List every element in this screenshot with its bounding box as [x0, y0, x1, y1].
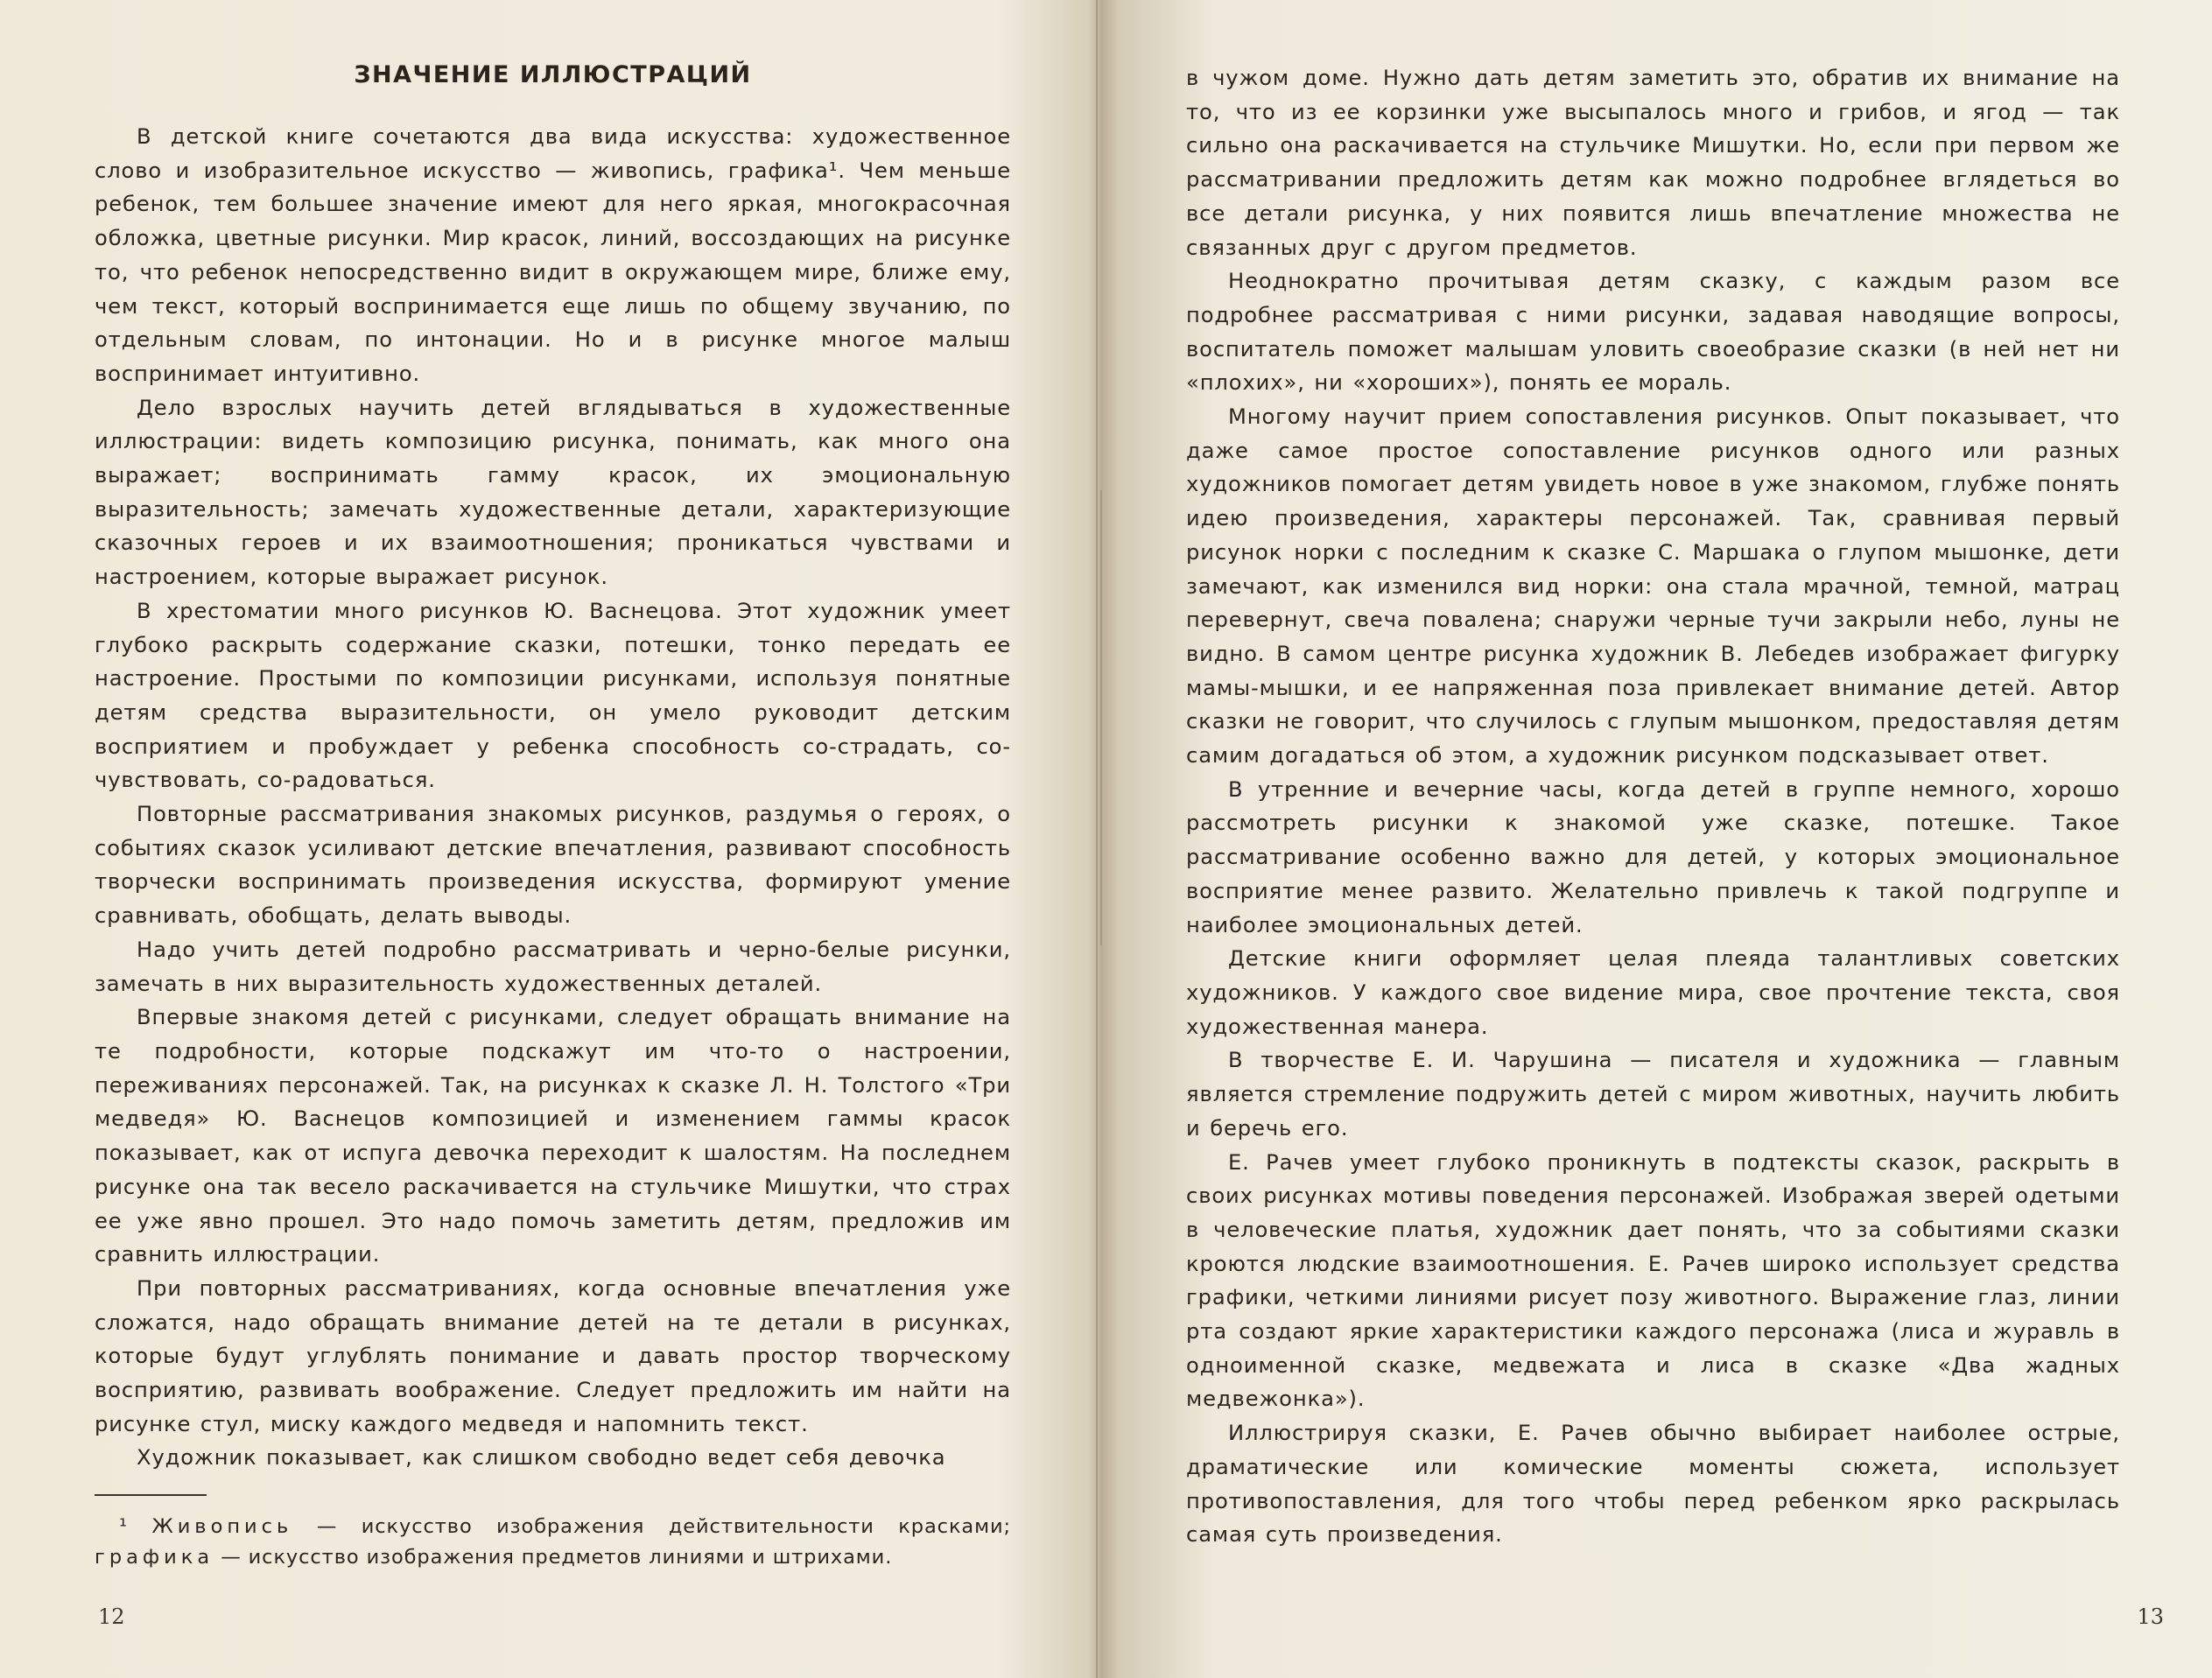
paragraph: Иллюстрируя сказки, Е. Рачев обычно выбирает наиболее острые, драматические или комические моменты сюжета, использует противопоставления, для того чтобы перед ребенком ярко раскрылась самая суть произведения.: [1186, 1421, 2120, 1548]
paragraph: Художник показывает, как слишком свободно ведет себя девочка: [137, 1445, 946, 1471]
paragraph: Е. Рачев умеет глубоко проникнуть в подтексты сказок, раскрыть в своих рисунках мотивы поведения персонажей. Изображая зверей одетыми в человеческие платья, художник дает понять, что за событиями сказки кроются людские взаимоотношения. Е. Рачев широко использует средства графики, четкими линиями рисует позу животного. Выражение глаз, линии рта создают яркие характеристики каждого персонажа (лиса и журавль в одноименной сказке, медвежата и лиса в сказке «Два жадных медвежонка»).: [1186, 1149, 2120, 1412]
paragraph: В хрестоматии много рисунков Ю. Васнецова. Этот художник умеет глубоко раскрыть содержание сказки, потешки, тонко передать ее настроение. Простыми по композиции рисунками, используя понятные детям средства выразительности, он умело руководит детским восприятием и пробуждает у ребенка способность со-страдать, со-чувствовать, со-радоваться.: [95, 598, 1011, 793]
footnote-term: графика: [95, 1546, 214, 1569]
right-page: [1107, 0, 2212, 1678]
paragraph: Повторные рассматривания знакомых рисунков, раздумья о героях, о событиях сказок усиливают детские впечатления, развивают способность творчески воспринимать произведения искусства, формируют умение сравнивать, обобщать, делать выводы.: [95, 802, 1011, 929]
paragraph: При повторных рассматриваниях, когда основные впечатления уже сложатся, надо обращать внимание детей на те детали в рисунках, которые будут углублять понимание и давать простор творческому восприятию, развивать воображение. Следует предложить им найти на рисунке стул, миску каждого медведя и напомнить текст.: [95, 1275, 1011, 1436]
paragraph: Неоднократно прочитывая детям сказку, с каждым разом все подробнее рассматривая с ними рисунки, задавая наводящие вопросы, воспитатель поможет малышам уловить своеобразие сказки (в ней нет ни «плохих», ни «хороших»), понять ее мораль.: [1186, 269, 2120, 396]
paragraph: В утренние и вечерние часы, когда детей в группе немного, хорошо рассмотреть рисунки к знакомой уже сказке, потешке. Такое рассматривание особенно важно для детей, у которых эмоциональное восприятие менее развито. Желательно привлечь к такой подгруппе и наиболее эмоциональных детей.: [1186, 776, 2120, 937]
paragraph: Надо учить детей подробно рассматривать и черно-белые рисунки, замечать в них выразительность художественных деталей.: [95, 937, 1011, 996]
paragraph: Многому научит прием сопоставления рисунков. Опыт показывает, что даже самое простое сопоставление рисунков одного или разных художников помогает детям увидеть новое в уже знакомом, глубже понять идею произведения, характеры персонажей. Так, сравнивая первый рисунок норки с последним к сказке С. Маршака о глупом мышонке, дети замечают, как изменился вид норки: она стала мрачной, темной, матрац перевернут, свеча повалена; снаружи черные тучи закрыли небо, луны не видно. В самом центре рисунка художник В. Лебедев изображает фигурку мамы-мышки, и ее напряженная поза привлекает внимание детей. Автор сказки не говорит, что случилось с глупым мышонком, предоставляя детям самим догадаться об этом, а художник рисунком подсказывает ответ.: [1186, 404, 2120, 769]
paragraph: В детской книге сочетаются два вида искусства: художественное слово и изобразительное искусство — живопись, графика¹. Чем меньше ребенок, тем большее значение имеют для него яркая, многокрасочная обложка, цветные рисунки. Мир красок, линий, воссоздающих на рисунке то, что ребенок непосредственно видит в окружающем мире, ближе ему, чем текст, который воспринимается еще лишь по общему звучанию, по отдельным словам, по интонации. Но и в рисунке многое малыш воспринимает интуитивно.: [95, 124, 1011, 386]
page-title: ЗНАЧЕНИЕ ИЛЛЮСТРАЦИЙ: [354, 61, 752, 88]
footnote-definition: — искусство изображения действительности красками;: [292, 1515, 1011, 1539]
paragraph: В творчестве Е. И. Чарушина — писателя и художника — главным является стремление подружить детей с миром животных, научить любить и беречь его.: [1186, 1048, 2120, 1141]
gutter-shadow: [1100, 490, 1102, 945]
paragraph: в чужом доме. Нужно дать детям заметить это, обратив их внимание на то, что из ее корзинки уже высыпалось много и грибов, и ягод — так сильно она раскачивается на стульчике Мишутки. Но, если при первом же рассматривании предложить детям как можно подробнее вглядеться во все детали рисунка, у них появится лишь впечатление множества не связанных друг с другом предметов.: [1186, 66, 2120, 260]
footnote-divider: [95, 1494, 207, 1496]
paragraph: Впервые знакомя детей с рисунками, следует обращать внимание на те подробности, которые подскажут им что-то о настроении, переживаниях персонажей. Так, на рисунках к сказке Л. Н. Толстого «Три медведя» Ю. Васнецов композицией и изменением гаммы красок показывает, как от испуга девочка переходит к шалостям. На последнем рисунке она так весело раскачивается на стульчике Мишутки, что страх ее уже явно прошел. Это надо помочь заметить детям, предложив им сравнить иллюстрации.: [95, 1005, 1011, 1267]
book-gutter: [1096, 0, 1098, 1678]
footnote-marker: ¹: [119, 1515, 128, 1539]
left-page: [0, 0, 1094, 1678]
footnote: [95, 1512, 1011, 1573]
page-number: 13: [2137, 1604, 2164, 1629]
page-number: 12: [98, 1604, 125, 1629]
footnote-definition: — искусство изображения предметов линиями и штрихами.: [214, 1546, 893, 1569]
paragraph: Детские книги оформляет целая плеяда талантливых советских художников. У каждого свое видение мира, свое прочтение текста, своя художественная манера.: [1186, 946, 2120, 1039]
paragraph: Дело взрослых научить детей вглядываться в художественные иллюстрации: видеть композицию рисунка, понимать, как много она выражает; воспринимать гамму красок, их эмоциональную выразительность; замечать художественные детали, характеризующие сказочных героев и их взаимоотношения; проникаться чувствами и настроением, которые выражает рисунок.: [95, 395, 1011, 590]
footnote-term: Живопись: [151, 1515, 293, 1539]
